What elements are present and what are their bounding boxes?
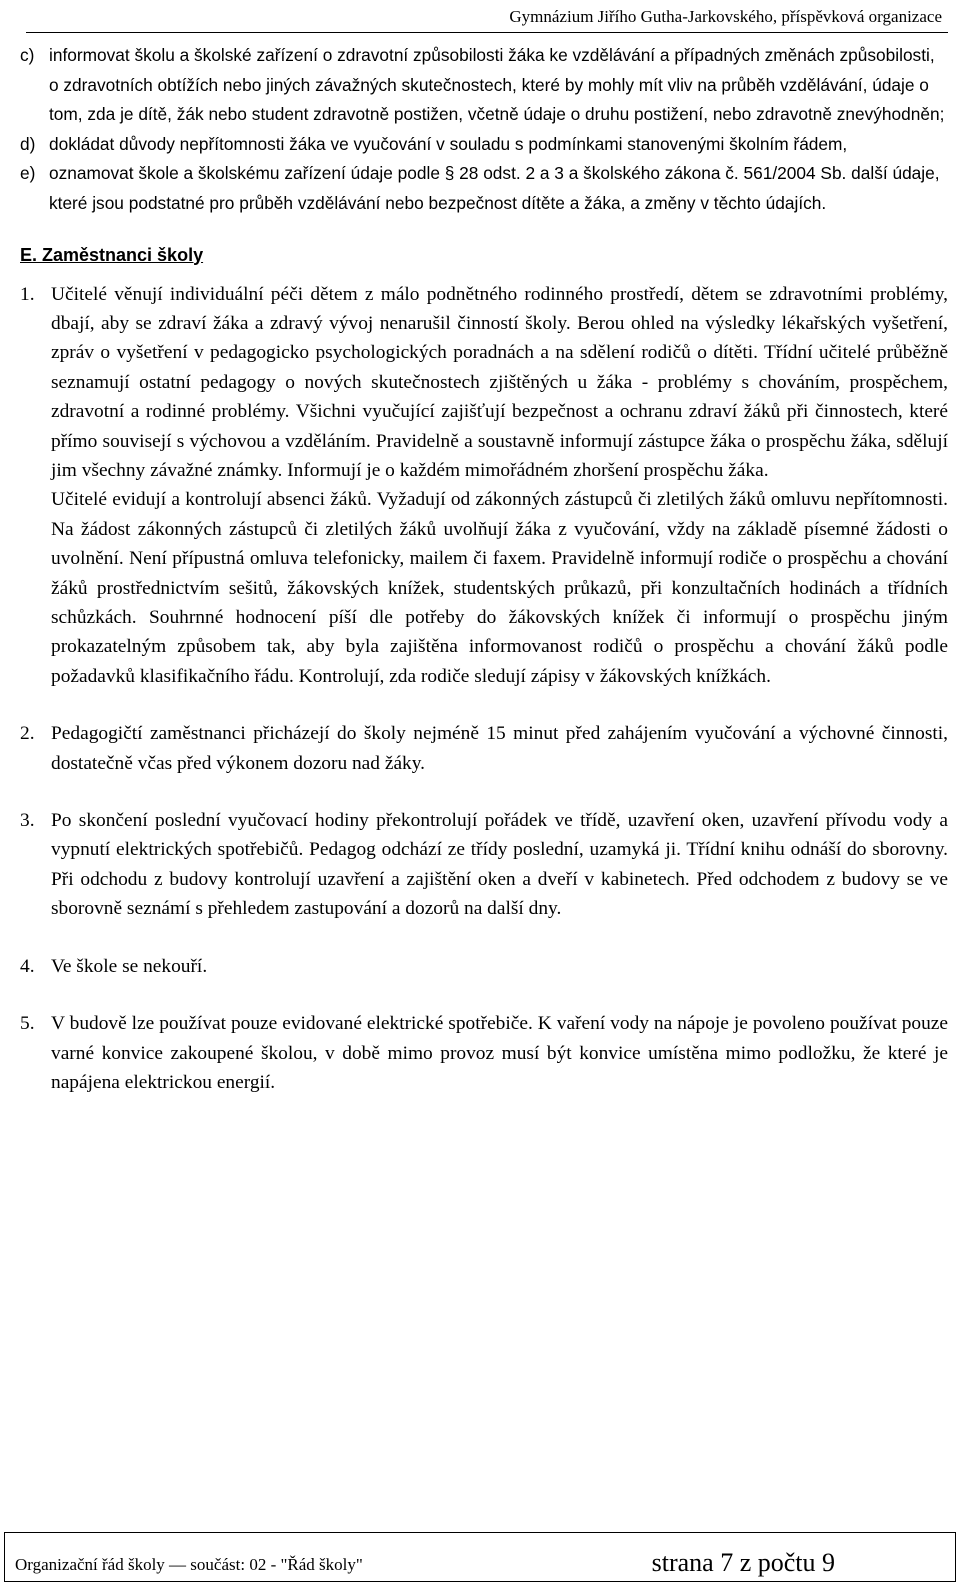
section-heading: E. Zaměstnanci školy xyxy=(20,244,204,265)
numbered-item-body xyxy=(51,806,948,924)
list-item-e xyxy=(20,159,948,218)
paragraph: Učitelé evidují a kontrolují absenci žáků. Vyžadují od zákonných zástupců či zletilých žáků omluvu nepřítomnosti. Na žádost zákonných zástupců či zletilých žáků uvolňují žáka z vyučování, vždy na základě písemné žádosti o uvolnění. Není přípustná omluva telefonicky, mailem či faxem. Pravidelně informují rodiče o prospěchu a chování žáků prostřednictvím sešitů, žákovských knížek, studentských průkazů, při konzultačních hodinách a třídních schůzkách. Souhrnné hodnocení píší dle potřeby do žákovských knížek či informují o prospěchu jiným prokazatelným způsobem tak, aby byla zajištěna informovanost rodičů o prospěchu a chování žáků podle požadavků klasifikačního řádu. Kontrolují, zda rodiče sledují zápisy v žákovských knížkách. xyxy=(51,489,948,687)
numbered-item-marker: 2. xyxy=(20,723,35,745)
numbered-item-2 xyxy=(20,719,948,778)
numbered-item-4 xyxy=(20,952,948,981)
letter-list xyxy=(20,41,948,219)
footer-page-number: strana 7 z počtu 9 xyxy=(651,1548,835,1577)
header-title: Gymnázium Jiřího Gutha-Jarkovského, příspěvková organizace xyxy=(509,7,942,26)
page-footer xyxy=(4,1532,956,1582)
list-item-text: dokládat důvody nepřítomnosti žáka ve vyučování v souladu s podmínkami stanovenými školním řádem, xyxy=(49,133,848,154)
numbered-item-body xyxy=(51,1009,948,1097)
paragraph: Pedagogičtí zaměstnanci přicházejí do školy nejméně 15 minut před zahájením vyučování a výchovné činnosti, dostatečně včas před výkonem dozoru nad žáky. xyxy=(51,723,948,774)
page-content xyxy=(20,41,948,1097)
numbered-item-3 xyxy=(20,806,948,924)
paragraph: V budově lze používat pouze evidované elektrické spotřebiče. K vaření vody na nápoje je povoleno používat pouze varné konvice zakoupené školou, v době mimo provoz musí být konvice umístěna mimo podložku, že které je napájena elektrickou energií. xyxy=(51,1013,948,1093)
list-item-d xyxy=(20,130,948,160)
list-item-c xyxy=(20,41,948,130)
list-item-marker: e) xyxy=(20,163,36,184)
page-header xyxy=(26,6,948,33)
list-item-marker: d) xyxy=(20,133,36,154)
paragraph: Učitelé věnují individuální péči dětem z málo podnětného rodinného prostředí, dětem se zdravotními problémy, dbají, aby se zdraví žáka a zdravý vývoj nenarušil činností školy. Berou ohled na výsledky lékařských vyšetření, zpráv o vyšetření v pedagogicko psychologických poradnách a na sdělení rodičů o dítěti. Třídní učitelé průběžně seznamují ostatní pedagogy o nových skutečnostech zjištěných u žáka - problémy s chováním, prospěchem, zdravotní a rodinné problémy. Všichni vyučující zajišťují bezpečnost a ochranu zdraví žáků při činnostech, které přímo souvisejí s výchovou a vzděláním. Pravidelně a soustavně informují zástupce žáka o prospěchu žáka, sdělují jim všechny závažné známky. Informují je o každém mimořádném zhoršení prospěchu žáka. xyxy=(51,283,948,481)
footer-document-name: Organizační řád školy — součást: 02 - "Řád školy" xyxy=(15,1555,363,1574)
paragraph: Po skončení poslední vyučovací hodiny překontrolují pořádek ve třídě, uzavření oken, uzavření přívodu vody a vypnutí elektrických spotřebičů. Pedagog odchází ze třídy poslední, uzamyká ji. Třídní knihu odnáší do sborovny. Při odchodu z budovy kontrolují uzavření a zajištění oken a dveří v kabinetech. Před odchodem z budovy se ve sborovně seznámí s přehledem zastupování a dozorů na další dny. xyxy=(51,810,948,920)
paragraph: Ve škole se nekouří. xyxy=(51,955,208,977)
list-item-marker: c) xyxy=(20,45,35,65)
numbered-item-marker: 5. xyxy=(20,1013,35,1035)
numbered-item-marker: 4. xyxy=(20,955,35,977)
numbered-item-5 xyxy=(20,1009,948,1097)
numbered-item-body xyxy=(51,952,948,981)
numbered-item-body xyxy=(51,280,948,692)
numbered-item-marker: 1. xyxy=(20,283,35,305)
numbered-item-1 xyxy=(20,280,948,692)
list-item-text: oznamovat škole a školskému zařízení údaje podle § 28 odst. 2 a 3 a školského zákona č. 561/2004 Sb. další údaje, které jsou podstatné pro průběh vzdělávání nebo bezpečnost dítěte a žáka, a změny v těchto údajích. xyxy=(49,163,940,213)
list-item-text: informovat školu a školské zařízení o zdravotní způsobilosti žáka ke vzdělávání a případných změnách způsobilosti, o zdravotních obtížích nebo jiných závažných skutečnostech, které by mohly mít vliv na průběh vzdělávání, údaje o tom, zda je dítě, žák nebo student zdravotně postižen, včetně údaje o druhu postižení, nebo zdravotně znevýhodněn; xyxy=(49,45,945,125)
numbered-item-body xyxy=(51,719,948,778)
numbered-item-marker: 3. xyxy=(20,810,35,832)
